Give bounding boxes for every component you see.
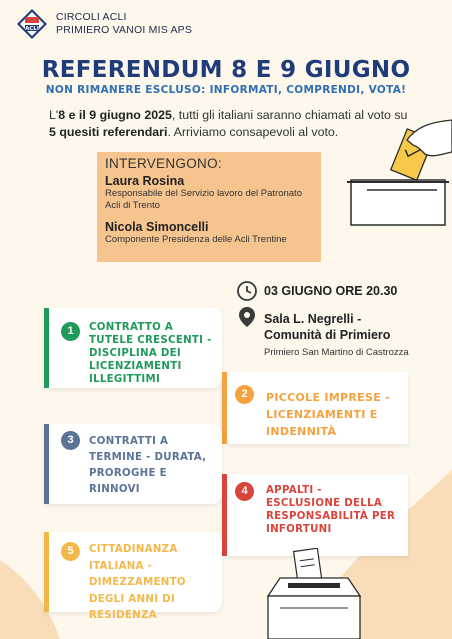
- event-info: [236, 280, 409, 361]
- intro-date: 8 e il 9 giugno 2025: [58, 108, 172, 122]
- acli-logo: [16, 8, 48, 40]
- page-subtitle: NON RIMANERE ESCLUSO: INFORMATI, COMPRENDI, VOTA!: [45, 84, 407, 96]
- question-text: CITTADINANZA ITALIANA - DIMEZZAMENTO DEGLI ANNI DI RESIDENZA: [89, 544, 186, 621]
- speaker-role: Componente Presidenza delle Acli Trentine: [105, 234, 287, 245]
- speakers-label: INTERVENGONO:: [105, 156, 222, 171]
- speakers-box: [97, 152, 321, 262]
- intro-text-2: , tutti gli italiani saranno chiamati al voto su: [171, 108, 408, 122]
- question-number: 5: [61, 542, 80, 561]
- question-text: PICCOLE IMPRESE - LICENZIAMENTI E INDENNITÀ: [266, 391, 391, 438]
- question-card-2: [222, 372, 408, 444]
- intro-text-1: L': [49, 108, 59, 122]
- event-venue-row: [236, 306, 409, 361]
- intro-quesiti: 5 quesiti referendari: [49, 125, 168, 139]
- question-number: 4: [235, 482, 254, 501]
- question-card-5: [44, 532, 222, 621]
- hand-ballot-icon: [337, 112, 452, 237]
- question-card-1: [44, 308, 222, 388]
- question-card-3: [44, 424, 222, 504]
- question-text: CONTRATTI A TERMINE - DURATA, PROROGHE E RINNOVI: [89, 436, 207, 495]
- clock-icon: [236, 280, 258, 302]
- org-line-2: PRIMIERO VANOI MIS APS: [56, 24, 193, 36]
- question-text: CONTRATTO A TUTELE CRESCENTI - DISCIPLINA DEI LICENZIAMENTI ILLEGITTIMI: [89, 322, 212, 385]
- intro-text-3: . Arriviamo consapevoli al voto.: [167, 125, 339, 139]
- venue-address: Primiero San Martino di Castrozza: [264, 347, 409, 358]
- org-line-1: CIRCOLI ACLI: [56, 11, 127, 23]
- speaker-name: Laura Rosina: [105, 174, 185, 188]
- location-pin-icon: [236, 306, 258, 328]
- page-title: REFERENDUM 8 E 9 GIUGNO: [41, 57, 411, 83]
- venue-line-2: Comunità di Primiero: [264, 328, 391, 342]
- speaker-name: Nicola Simoncelli: [105, 220, 209, 234]
- question-number: 1: [61, 322, 80, 341]
- ballot-box-icon: [258, 548, 368, 639]
- question-text: APPALTI - ESCLUSIONE DELLA RESPONSABILITÀ PER INFORTUNI: [266, 485, 396, 535]
- header: [16, 8, 192, 40]
- event-datetime-row: [236, 280, 409, 302]
- venue-line-1: Sala L. Negrelli -: [264, 312, 362, 326]
- question-number: 3: [61, 431, 80, 450]
- question-number: 2: [235, 385, 254, 404]
- event-venue: [264, 311, 409, 361]
- event-datetime: 03 GIUGNO ORE 20.30: [264, 284, 398, 298]
- speaker-role: Responsabile del Servizio lavoro del Patronato Acli di Trento: [105, 188, 302, 211]
- question-card-4: [222, 474, 408, 556]
- logo-text: ACLI: [25, 26, 39, 32]
- organization-name: [56, 11, 192, 37]
